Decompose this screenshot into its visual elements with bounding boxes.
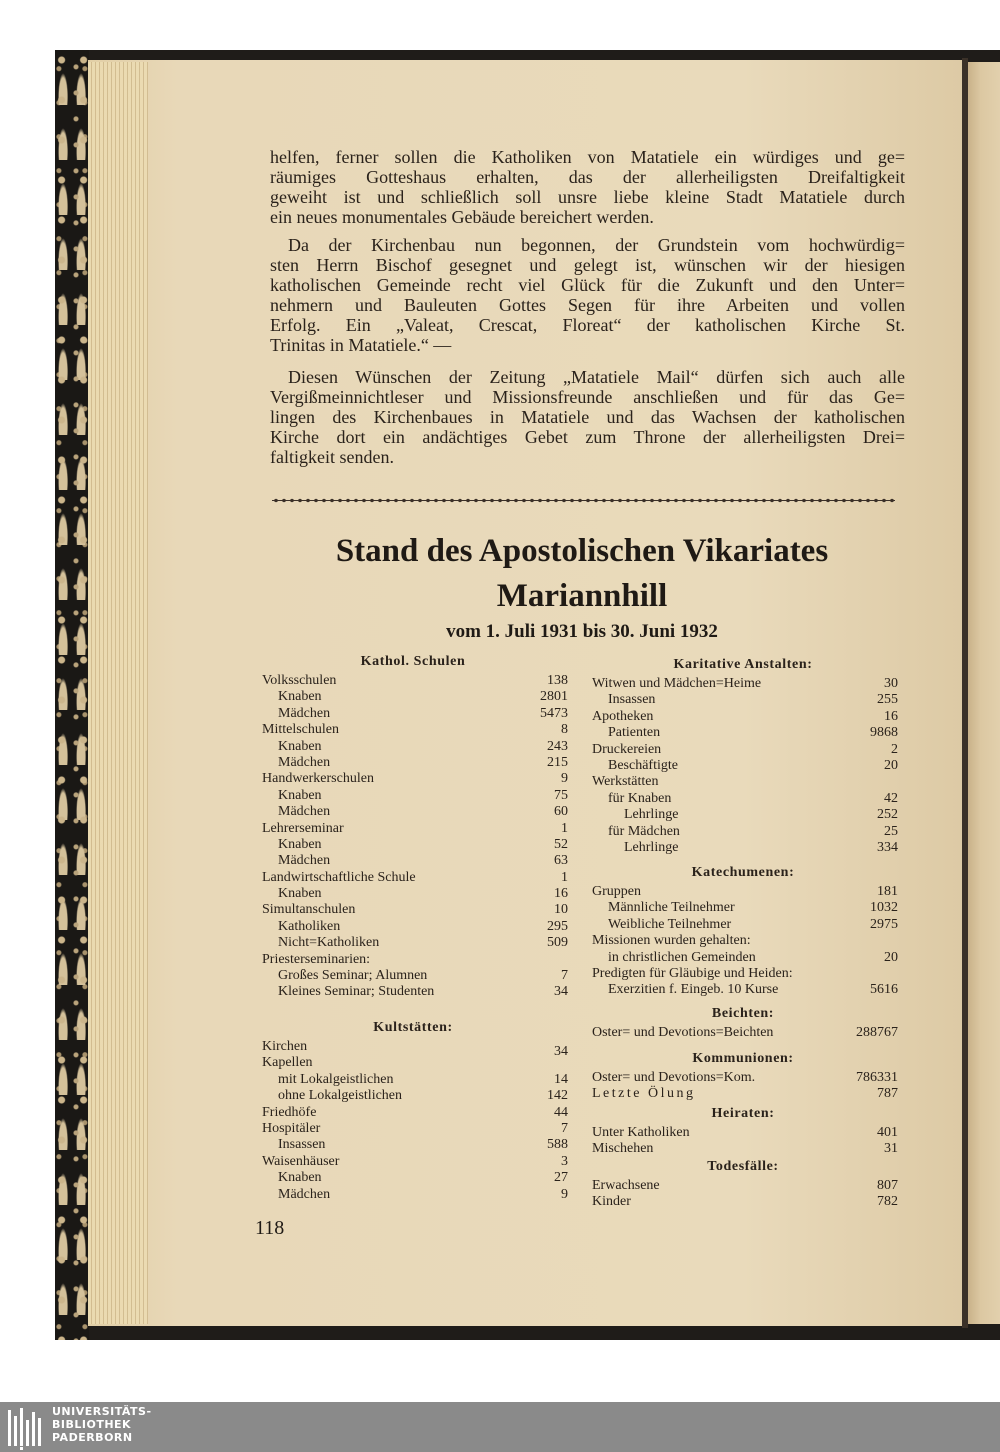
table-row [258, 689, 568, 705]
table-row [588, 840, 898, 856]
text-line: Diesen Wünschen der Zeitung „Matatiele Mail“ dürfen sich auch alle [288, 367, 905, 387]
row-label: Knaben [278, 836, 322, 852]
row-value: 52 [554, 836, 568, 852]
table-row [258, 673, 568, 689]
row-label: Patienten [608, 725, 661, 741]
table-row [258, 1137, 568, 1153]
library-logo-icon [6, 1404, 46, 1450]
table-row [258, 968, 568, 984]
table-row [258, 1170, 568, 1186]
text-line: sten Herrn Bischof gesegnet und gelegt ist, wünschen wir der hiesigen [270, 255, 905, 275]
row-value: 243 [547, 738, 568, 754]
row-label: Kirchen [262, 1039, 308, 1054]
table-row [258, 1121, 568, 1137]
text-line: helfen, ferner sollen die Katholiken von Matatiele ein würdiges und ge= [270, 147, 905, 167]
row-label: Knaben [278, 886, 322, 902]
row-label: Unter Katholiken [592, 1125, 690, 1140]
row-label: Mädchen [278, 705, 331, 721]
row-label: ohne Lokalgeistlichen [278, 1088, 403, 1104]
paragraph [270, 147, 905, 227]
row-value: 9 [561, 1186, 568, 1202]
table-row [588, 725, 898, 741]
facing-page-edge [968, 62, 1000, 1324]
text-line: ein neues monumentales Gebäude bereichert werden. [270, 207, 654, 227]
row-value: 787 [877, 1086, 898, 1102]
row-value: 31 [884, 1141, 898, 1157]
row-value: 181 [877, 884, 898, 899]
section-katechumenen [588, 864, 898, 999]
row-label: Witwen und Mädchen=Heime [592, 676, 762, 691]
row-value: 44 [554, 1104, 568, 1120]
table-row [258, 722, 568, 738]
row-value: 138 [547, 673, 568, 688]
row-value: 588 [547, 1137, 568, 1153]
section-heading: Todesfälle: [707, 1159, 779, 1174]
row-value: 2975 [870, 916, 898, 932]
section-heading: Kommunionen: [692, 1051, 794, 1066]
row-value: 9868 [870, 725, 898, 741]
text-line: nehmern und Bauleuten Gottes Segen für ihre Arbeiten und vollen [270, 295, 905, 315]
row-value: 34 [554, 1044, 568, 1059]
logo-line-3: PADERBORN [52, 1431, 133, 1444]
row-label: Mädchen [278, 804, 331, 820]
table-row [588, 692, 898, 708]
row-label: für Knaben [608, 790, 672, 806]
row-label: Kinder [592, 1194, 631, 1210]
row-label: Insassen [608, 692, 656, 708]
section-kultstaetten [258, 1019, 568, 1203]
table-row [258, 1187, 568, 1203]
table-row [588, 1070, 898, 1086]
page-edges [88, 62, 148, 1324]
table-row [258, 821, 568, 837]
table-row [258, 984, 568, 1000]
table-row [258, 755, 568, 771]
library-logo-text [52, 1405, 152, 1444]
row-value: 252 [877, 807, 898, 823]
row-label: Gruppen [592, 884, 641, 899]
table-row [258, 706, 568, 722]
section-kathol-schulen [258, 653, 568, 1001]
row-label: Lehrlinge [624, 807, 679, 823]
section-title [262, 528, 902, 618]
row-label: Missionen wurden gehalten: [592, 933, 751, 949]
row-value: 401 [877, 1125, 898, 1140]
marbled-cover-edge [55, 50, 89, 1340]
text-line: faltigkeit senden. [270, 447, 394, 467]
table-row [588, 900, 898, 916]
row-label: Apotheken [592, 708, 654, 724]
text-line: geweiht ist und schließlich soll unsre liebe kleine Stadt Matatiele durch [270, 187, 905, 207]
row-label: Knaben [278, 787, 322, 803]
text-line: Erfolg. Ein „Valeat, Crescat, Floreat“ der katholischen Kirche St. [270, 315, 905, 335]
table-row [588, 917, 898, 933]
section-karitative-anstalten [588, 656, 898, 856]
table-row [588, 1194, 898, 1210]
text-line: Trinitas in Matatiele.“ — [270, 335, 452, 355]
table-row [588, 966, 898, 982]
text-line: räumiges Gotteshaus erhalten, das der allerheiligsten Dreifaltigkeit [270, 167, 905, 187]
row-label: Kleines Seminar; Studenten [278, 984, 435, 1000]
table-row [258, 935, 568, 951]
row-value: 807 [877, 1178, 898, 1193]
title-line-1: Stand des Apostolischen Vikariates [335, 533, 829, 569]
row-label: Druckereien [592, 741, 662, 757]
text-line: Vergißmeinnichtleser und Missionsfreunde anschließen und für das Ge= [270, 387, 905, 407]
row-value: 60 [554, 804, 568, 820]
table-row [588, 933, 898, 949]
row-label: für Mädchen [608, 823, 680, 839]
row-value: 2801 [540, 689, 568, 705]
ornamental-rule [272, 497, 895, 504]
section-heading: Kathol. Schulen [360, 654, 466, 669]
row-value: 63 [554, 853, 568, 869]
text-line: katholischen Gemeinde recht viel Glück für die Zukunft und den Unter= [270, 275, 905, 295]
table-row [258, 886, 568, 902]
table-row [588, 884, 898, 900]
row-label: Lehrlinge [624, 839, 679, 855]
row-value: 782 [877, 1194, 898, 1210]
row-label: Weibliche Teilnehmer [608, 916, 732, 932]
row-label: Letzte Ölung [592, 1086, 696, 1102]
row-value: 20 [884, 949, 898, 965]
table-row [588, 758, 898, 774]
table-row [258, 1154, 568, 1170]
table-row [588, 1125, 898, 1141]
row-value: 295 [547, 918, 568, 934]
text-line: Kirche dort ein andächtiges Gebet zum Throne der allerheiligsten Drei= [270, 427, 905, 447]
row-value: 509 [547, 935, 568, 951]
table-row [588, 709, 898, 725]
table-row [258, 952, 568, 968]
paragraph [270, 235, 905, 355]
row-value: 7 [561, 968, 568, 984]
table-row [588, 1025, 898, 1041]
table-row [258, 870, 568, 886]
row-label: Kapellen [262, 1055, 313, 1071]
table-row [258, 1039, 568, 1059]
row-value: 786331 [856, 1070, 898, 1085]
row-value: 288767 [856, 1025, 898, 1040]
row-label: mit Lokalgeistlichen [278, 1071, 394, 1087]
row-value: 255 [877, 692, 898, 708]
row-value: 16 [884, 708, 898, 724]
row-value: 8 [561, 722, 568, 738]
row-value: 30 [884, 676, 898, 691]
row-label: Hospitäler [262, 1120, 321, 1136]
section-todesfaelle [588, 1158, 898, 1211]
row-label: Werkstätten [592, 774, 659, 790]
section-heading: Karitative Anstalten: [673, 657, 813, 672]
row-value: 7 [561, 1120, 568, 1136]
row-label: Männliche Teilnehmer [608, 900, 735, 916]
row-label: Volksschulen [262, 673, 337, 688]
row-label: Beschäftigte [608, 757, 678, 773]
title-line-2: Mariannhill [496, 578, 668, 614]
paragraph [270, 367, 905, 467]
row-value: 14 [554, 1071, 568, 1087]
row-value: 10 [554, 902, 568, 918]
table-row [588, 807, 898, 823]
table-row [258, 1072, 568, 1088]
table-row [588, 791, 898, 807]
table-row [258, 771, 568, 787]
row-value: 75 [554, 787, 568, 803]
row-label: Oster= und Devotions=Beichten [592, 1025, 774, 1040]
row-label: Friedhöfe [262, 1104, 317, 1120]
row-label: Erwachsene [592, 1178, 660, 1193]
row-value: 42 [884, 790, 898, 806]
row-value: 215 [547, 754, 568, 770]
library-footer-bar [0, 1402, 1000, 1452]
page-number: 118 [255, 1217, 285, 1239]
table-row [588, 742, 898, 758]
row-label: Simultanschulen [262, 902, 356, 918]
text-line: lingen des Kirchenbaues in Matatiele und das Wachsen der katholischen [270, 407, 905, 427]
row-value: 3 [561, 1153, 568, 1169]
table-row [588, 676, 898, 692]
row-label: Knaben [278, 738, 322, 754]
table-row [258, 739, 568, 755]
date-range-subtitle: vom 1. Juli 1931 bis 30. Juni 1932 [446, 621, 718, 642]
row-label: Knaben [278, 1170, 322, 1186]
row-value: 20 [884, 757, 898, 773]
logo-line-1: UNIVERSITÄTS- [52, 1405, 152, 1418]
row-value: 334 [877, 839, 898, 855]
table-row [258, 788, 568, 804]
table-row [588, 824, 898, 840]
row-label: Handwerkerschulen [262, 771, 374, 787]
row-label: Mischehen [592, 1141, 654, 1157]
body-text [270, 147, 905, 467]
row-value: 34 [554, 984, 568, 1000]
row-value: 1032 [870, 900, 898, 916]
table-row [588, 982, 898, 998]
section-heading: Kultstätten: [373, 1020, 453, 1035]
row-value: 16 [554, 886, 568, 902]
section-kommunionen [588, 1050, 898, 1103]
row-label: Mädchen [278, 853, 331, 869]
row-label: Lehrerseminar [262, 820, 344, 836]
row-label: Mittelschulen [262, 722, 339, 738]
row-value: 27 [554, 1170, 568, 1186]
text-line: Da der Kirchenbau nun begonnen, der Grundstein vom hochwürdig= [288, 235, 905, 255]
section-heading: Katechumenen: [691, 865, 795, 880]
row-value: 1 [561, 820, 568, 836]
section-heading: Heiraten: [711, 1106, 775, 1121]
row-value: 2 [891, 741, 898, 757]
table-row [258, 804, 568, 820]
row-label: Nicht=Katholiken [278, 935, 380, 951]
row-label: Insassen [278, 1137, 326, 1153]
row-label: Knaben [278, 689, 322, 705]
logo-line-2: BIBLIOTHEK [52, 1418, 132, 1431]
row-label: Großes Seminar; Alumnen [278, 968, 428, 984]
row-label: Mädchen [278, 754, 331, 770]
row-value: 25 [884, 823, 898, 839]
table-row [258, 1105, 568, 1121]
section-heiraten [588, 1105, 898, 1158]
row-value: 9 [561, 771, 568, 787]
row-value: 1 [561, 869, 568, 885]
row-value: 5473 [540, 705, 568, 721]
table-row [258, 902, 568, 918]
table-row [258, 1055, 568, 1071]
row-label: Exerzitien f. Eingeb. 10 Kurse [608, 982, 779, 998]
table-row [258, 837, 568, 853]
table-row [588, 774, 898, 790]
table-row [258, 919, 568, 935]
row-label: Waisenhäuser [262, 1153, 340, 1169]
table-row [588, 950, 898, 966]
row-label: Landwirtschaftliche Schule [262, 869, 416, 885]
row-value: 142 [547, 1088, 568, 1104]
table-row [588, 1086, 898, 1102]
table-row [588, 1178, 898, 1194]
row-label: Katholiken [278, 918, 341, 934]
table-row [258, 1088, 568, 1104]
section-beichten [588, 1005, 898, 1041]
section-heading: Beichten: [711, 1006, 775, 1021]
table-row [588, 1141, 898, 1157]
row-label: Oster= und Devotions=Kom. [592, 1070, 756, 1085]
row-label: in christlichen Gemeinden [608, 949, 756, 965]
table-row [258, 853, 568, 869]
row-label: Mädchen [278, 1186, 331, 1202]
row-label: Predigten für Gläubige und Heiden: [592, 965, 793, 981]
row-value: 5616 [870, 982, 898, 998]
row-label: Priesterseminarien: [262, 951, 371, 967]
